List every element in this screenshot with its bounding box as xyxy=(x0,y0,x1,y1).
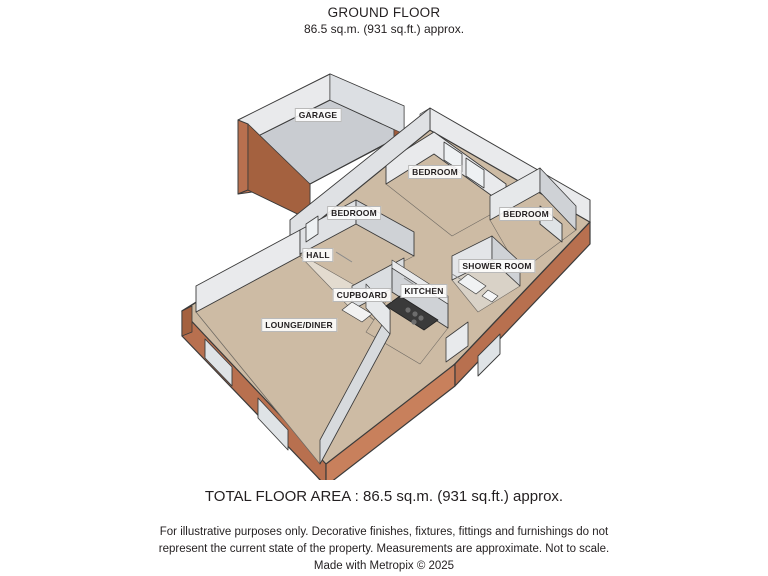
floorplan-illustration xyxy=(0,34,768,480)
disclaimer-line-2: represent the current state of the property. Measurements are approximate. Not to scale. xyxy=(158,543,610,555)
room-label-bedroom-3: BEDROOM xyxy=(499,207,553,221)
room-label-hall: HALL xyxy=(302,248,333,262)
page-title: GROUND FLOOR xyxy=(327,5,441,20)
disclaimer-line-1: For illustrative purposes only. Decorative finishes, fixtures, fittings and furnishings do not xyxy=(159,526,609,538)
page-subtitle: 86.5 sq.m. (931 sq.ft.) approx. xyxy=(303,22,465,36)
room-label-lounge-diner: LOUNGE/DINER xyxy=(261,318,337,332)
room-label-garage: GARAGE xyxy=(295,108,342,122)
total-floor-area: TOTAL FLOOR AREA : 86.5 sq.m. (931 sq.ft.) approx. xyxy=(204,488,564,505)
plan-geometry xyxy=(182,74,590,480)
room-label-bedroom-2: BEDROOM xyxy=(327,206,381,220)
disclaimer xyxy=(0,524,768,575)
plan-header xyxy=(0,0,768,37)
room-label-bedroom-1: BEDROOM xyxy=(408,165,462,179)
room-label-cupboard: CUPBOARD xyxy=(333,288,392,302)
room-label-shower-room: SHOWER ROOM xyxy=(458,259,535,273)
room-label-kitchen: KITCHEN xyxy=(400,284,447,298)
disclaimer-line-3: Made with Metropix © 2025 xyxy=(313,560,455,572)
